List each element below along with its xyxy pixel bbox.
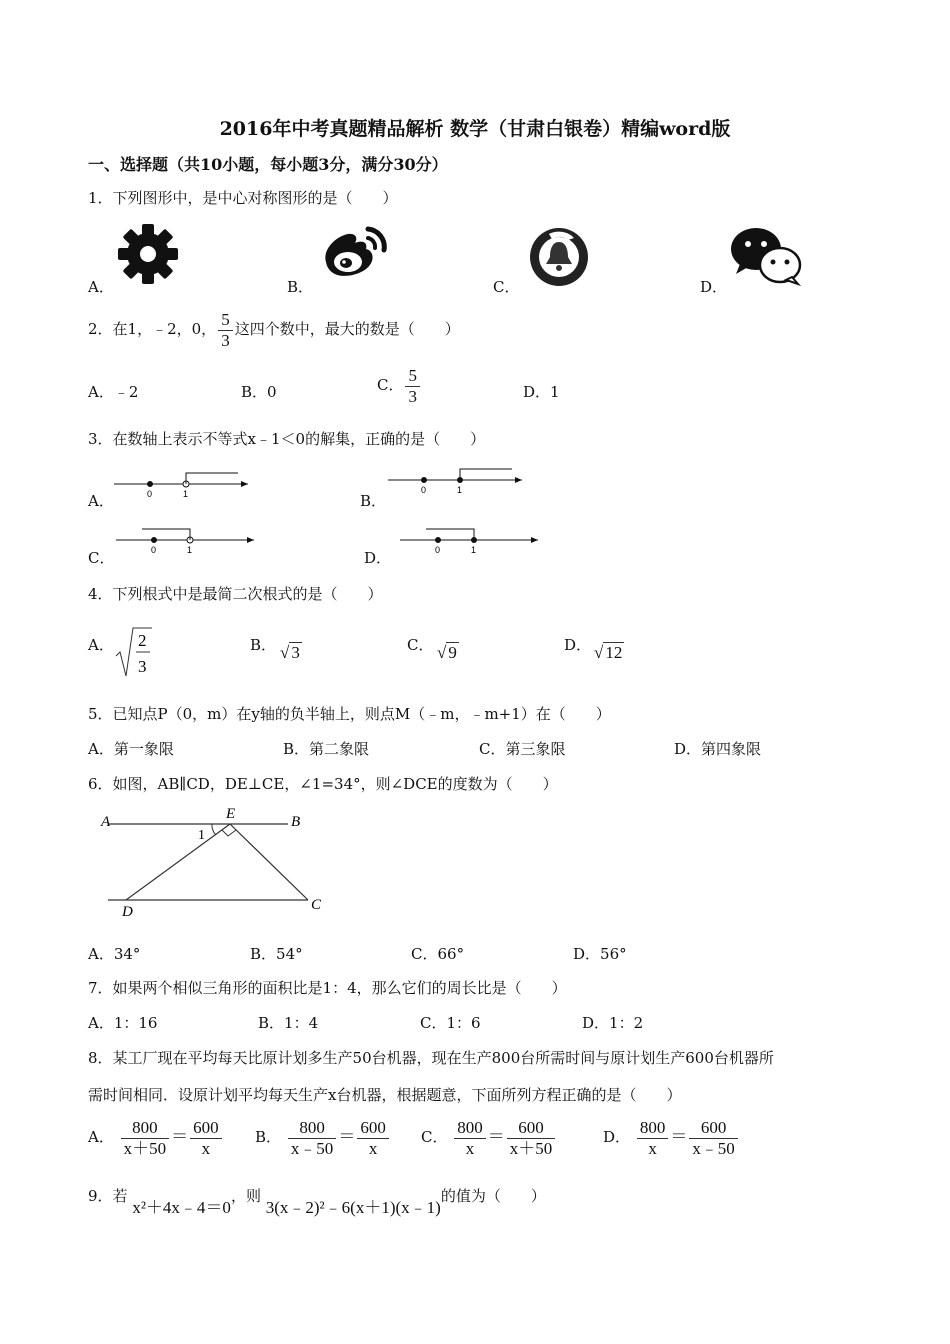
q4-stem: 4．下列根式中是最简二次根式的是（ ） (88, 585, 383, 603)
fraction-left (288, 1118, 337, 1158)
q8-stem-line1: 8．某工厂现在平均每天比原计划多生产50台机器，现在生产800台所需时间与原计划生产600台机器所 (88, 1049, 774, 1067)
q2-option-c (377, 366, 422, 406)
number-line-a (112, 468, 252, 502)
qq-bell-icon (528, 226, 590, 288)
frac-denominator: 3 (221, 330, 230, 350)
q9-stem-pre: 9．若 (88, 1187, 128, 1205)
fraction-left (454, 1118, 486, 1158)
tick-label-1: 1 (457, 485, 463, 495)
q7-option-c: C．1：6 (420, 1014, 481, 1032)
q4-option-b-label: B． (250, 636, 277, 654)
q2-stem-post: 这四个数中，最大的数是（ ） (234, 320, 460, 339)
frac-denominator: x (648, 1138, 657, 1158)
q6-option-c: C．66° (411, 945, 465, 963)
wechat-icon (728, 224, 804, 288)
q1-option-b: B． (287, 278, 314, 296)
q1-option-c: C． (493, 278, 520, 296)
fraction-5-3 (218, 310, 233, 350)
frac-denominator: 3 (408, 386, 417, 406)
gear-icon (117, 223, 179, 285)
fraction-right (689, 1118, 738, 1158)
tick-label-1: 1 (183, 489, 189, 499)
q9-stem (88, 1181, 546, 1217)
q9-stem-mid: ，则 (230, 1187, 261, 1205)
q6-option-a: A．34° (88, 945, 141, 963)
frac-numerator: 5 (218, 310, 233, 331)
q9-stem-post: 的值为（ ） (440, 1187, 546, 1205)
q7-stem: 7．如果两个相似三角形的面积比是1：4，那么它们的周长比是（ ） (88, 979, 567, 997)
fraction-left (121, 1118, 170, 1158)
q8-option-b: B． $\frac{800}{x﹣50}$ ＝ $\frac{600}{x}$ (255, 1118, 391, 1158)
point-d-label: D (122, 904, 133, 920)
frac-numerator: 800 (637, 1118, 669, 1139)
point-a-label: A (101, 814, 111, 830)
frac-numerator: 600 (507, 1118, 556, 1139)
q4-option-a-label: A． (88, 636, 114, 654)
q1-option-a: A． (88, 278, 114, 296)
number-line-b (386, 464, 526, 498)
q3-option-c: C． (88, 549, 115, 567)
sqrt-9: √ 9 (437, 643, 457, 662)
fraction-right (357, 1118, 389, 1158)
tick-label-1: 1 (471, 545, 477, 555)
fraction-left (637, 1118, 669, 1158)
tick-label-0: 0 (151, 545, 157, 555)
radicand: 3 (291, 643, 300, 662)
q8-option-d-label: D． (603, 1128, 631, 1147)
q1-stem: 1．下列图形中，是中心对称图形的是（ ） (88, 189, 398, 207)
q6-option-d: D．56° (573, 945, 627, 963)
angle-1-label: 1 (198, 828, 205, 843)
q7-option-d: D．1：2 (582, 1014, 644, 1032)
frac-denominator: x＋50 (123, 1138, 167, 1158)
q5-option-a: A．第一象限 (88, 740, 174, 758)
point-b-label: B (291, 814, 301, 830)
q2-option-b: B．0 (241, 383, 277, 401)
q7-option-a: A．1：16 (88, 1014, 158, 1032)
q2-option-c-label: C． (377, 376, 404, 395)
q9-equation: x²＋4x﹣4＝0 (132, 1198, 231, 1217)
radicand: 12 (605, 643, 623, 662)
frac-numerator: 800 (121, 1118, 170, 1139)
frac-denominator: x﹣50 (692, 1138, 735, 1158)
q8-option-b-label: B． (255, 1128, 282, 1147)
radicand: 9 (448, 643, 457, 662)
q6-stem: 6．如图，AB∥CD，DE⊥CE，∠1=34°，则∠DCE的度数为（ ） (88, 775, 558, 793)
frac-denominator: x (465, 1138, 475, 1158)
frac-numerator: 600 (357, 1118, 389, 1139)
q2-option-d: D．1 (523, 383, 560, 401)
frac-denominator: x (368, 1138, 378, 1158)
q8-option-d: D． $\frac{800}{x}$ ＝ $\frac{600}{x﹣50}$ (603, 1118, 740, 1158)
tick-label-0: 0 (435, 545, 441, 555)
tick-label-0: 0 (147, 489, 153, 499)
q7-option-b: B．1：4 (258, 1014, 319, 1032)
q5-option-d: D．第四象限 (674, 740, 762, 758)
sqrt-frac-2-3 (114, 624, 154, 680)
sqrt-3: √ 3 (280, 643, 300, 662)
q4-option-d-label: D． (564, 636, 592, 654)
q8-stem-line2: 需时间相同．设原计划平均每天生产x台机器，根据题意，下面所列方程正确的是（ ） (88, 1086, 682, 1104)
q8-option-c: C． $\frac{800}{x}$ ＝ $\frac{600}{x+50}$ (421, 1118, 557, 1158)
page-title: 2016年中考真题精品解析 数学（甘肃白银卷）精编word版 (219, 118, 731, 140)
q2-stem-pre: 2．在1，﹣2，0， (88, 320, 217, 339)
q8-option-c-label: C． (421, 1128, 448, 1147)
q8-option-a: A． $\frac{800}{x+50}$ ＝ $\frac{600}{x}$ (88, 1118, 224, 1158)
frac-numerator: 600 (689, 1118, 738, 1139)
q5-option-c: C．第三象限 (479, 740, 566, 758)
frac-denominator: 3 (138, 657, 147, 676)
frac-denominator: x＋50 (509, 1138, 553, 1158)
point-c-label: C (311, 897, 322, 913)
fraction-right (190, 1118, 222, 1158)
number-line-d (398, 524, 542, 558)
q1-option-d: D． (700, 278, 728, 296)
q5-option-b: B．第二象限 (283, 740, 370, 758)
frac-denominator: x﹣50 (290, 1138, 334, 1158)
q3-option-b: B． (360, 492, 387, 510)
number-line-c (114, 524, 258, 558)
frac-numerator: 2 (138, 631, 147, 650)
q5-stem: 5．已知点P（0，m）在y轴的负半轴上，则点M（﹣m，﹣m+1）在（ ） (88, 705, 611, 723)
tick-label-0: 0 (421, 485, 427, 495)
q3-stem: 3．在数轴上表示不等式x﹣1＜0的解集，正确的是（ ） (88, 430, 486, 448)
fraction-5-3 (405, 366, 420, 406)
q3-option-a: A． (88, 492, 114, 510)
tick-label-1: 1 (187, 545, 193, 555)
q4-option-c-label: C． (407, 636, 434, 654)
q9-expression: 3(x﹣2)²﹣6(x＋1)(x﹣1) (265, 1198, 441, 1217)
q2-option-a: A．﹣2 (88, 383, 139, 401)
q2-stem (88, 310, 460, 350)
q3-option-d: D． (364, 549, 392, 567)
frac-numerator: 600 (190, 1118, 222, 1139)
frac-denominator: x (201, 1138, 211, 1158)
frac-numerator: 800 (454, 1118, 486, 1139)
frac-numerator: 800 (288, 1118, 337, 1139)
section-heading: 一、选择题（共10小题，每小题3分，满分30分） (88, 155, 448, 174)
weibo-icon (318, 224, 390, 282)
frac-numerator: 5 (405, 366, 420, 387)
q8-option-a-label: A． (88, 1128, 114, 1147)
q6-figure (98, 802, 338, 924)
q6-option-b: B．54° (250, 945, 303, 963)
fraction-right (507, 1118, 556, 1158)
point-e-label: E (226, 806, 236, 822)
sqrt-12: √ 12 (594, 643, 623, 662)
